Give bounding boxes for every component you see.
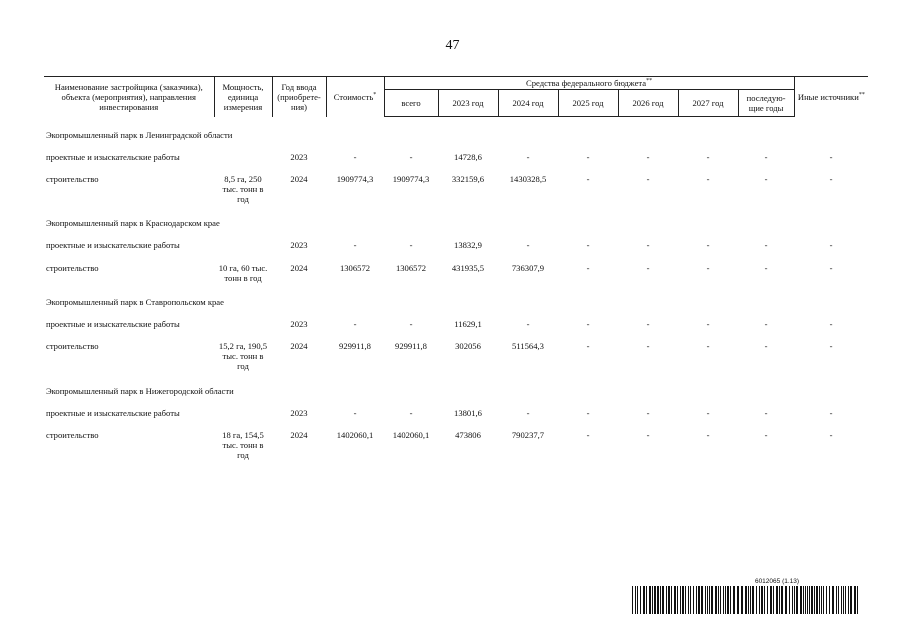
row-2023: 13801,6: [454, 407, 482, 418]
row-2026: -: [646, 407, 650, 418]
table-row: [44, 396, 868, 418]
row-cost: 929911,8: [339, 341, 371, 352]
row-other: -: [829, 319, 833, 330]
row-2024: -: [526, 319, 530, 330]
row-2023: 332159,6: [451, 173, 485, 184]
row-year: 2024: [290, 429, 308, 440]
table-row: [44, 329, 868, 371]
row-year: 2023: [290, 407, 308, 418]
row-capacity: 18 га, 154,5 тыс. тонн в год: [222, 429, 264, 461]
row-2027: -: [706, 262, 710, 273]
row-2027: -: [706, 173, 710, 184]
header-federal-2027: 2027 год: [678, 90, 738, 117]
row-year: 2024: [290, 173, 308, 184]
row-other: -: [829, 341, 833, 352]
row-2024: 511564,3: [512, 341, 544, 352]
row-other: -: [829, 240, 833, 251]
row-2025: -: [586, 173, 590, 184]
group-row: [44, 117, 868, 140]
row-2026: -: [646, 262, 650, 273]
row-year: 2024: [290, 262, 308, 273]
row-2024: 736307,9: [511, 262, 545, 273]
header-federal-budget: Средства федерального бюджета**: [384, 77, 794, 90]
row-2025: -: [586, 341, 590, 352]
row-2024: -: [526, 407, 530, 418]
table-row: [44, 418, 868, 460]
header-federal-2023: 2023 год: [438, 90, 498, 117]
header-federal-2025: 2025 год: [558, 90, 618, 117]
table-row: [44, 307, 868, 329]
row-2023: 302056: [455, 341, 481, 352]
row-total: -: [409, 151, 413, 162]
row-capacity: [214, 228, 272, 250]
row-2027: -: [706, 407, 710, 418]
row-2023: 14728,6: [454, 151, 482, 162]
group-title: Экопромышленный парк в Краснодарском крае: [46, 218, 220, 229]
row-2026: -: [646, 341, 650, 352]
row-total: -: [409, 240, 413, 251]
header-name: Наименование застройщика (заказчика), объекта (мероприятия), направления инвестирования: [44, 77, 214, 117]
row-2025: -: [586, 262, 590, 273]
barcode-block: [632, 578, 862, 614]
row-name: строительство: [46, 341, 99, 352]
group-row: [44, 372, 868, 396]
row-capacity: 10 га, 60 тыс. тонн в год: [218, 262, 268, 283]
row-2024: 1430328,5: [509, 173, 547, 184]
row-cost: -: [353, 319, 357, 330]
row-capacity: [214, 396, 272, 418]
row-cost: 1402060,1: [336, 429, 374, 440]
row-2027: -: [706, 151, 710, 162]
row-2027: -: [706, 319, 710, 330]
row-name: проектные и изыскательские работы: [46, 407, 180, 418]
group-row: [44, 204, 868, 228]
row-2027: -: [706, 429, 710, 440]
header-other-sources: Иные источники**: [794, 77, 868, 117]
row-2025: -: [586, 151, 590, 162]
header-year: Год ввода (приобрете-ния): [272, 77, 326, 117]
group-title: Экопромышленный парк в Нижегородской области: [46, 385, 234, 396]
barcode-icon: [632, 586, 862, 614]
row-cost: -: [353, 407, 357, 418]
row-2026: -: [646, 429, 650, 440]
row-other: -: [829, 262, 833, 273]
row-year: 2023: [290, 151, 308, 162]
table-header: [44, 77, 868, 117]
row-2024: -: [526, 240, 530, 251]
header-federal-later: последую-щие годы: [738, 90, 794, 117]
row-cost: -: [353, 240, 357, 251]
group-title: Экопромышленный парк в Ставропольском крае: [46, 296, 224, 307]
row-2023: 473806: [455, 429, 481, 440]
row-total: 1306572: [395, 262, 427, 273]
table-body: [44, 117, 868, 461]
row-other: -: [829, 429, 833, 440]
barcode-text: 6012065 (1.13): [754, 578, 800, 585]
row-later: -: [764, 429, 768, 440]
row-2027: -: [706, 341, 710, 352]
row-name: строительство: [46, 262, 99, 273]
row-2025: -: [586, 429, 590, 440]
row-total: -: [409, 407, 413, 418]
row-total: -: [409, 319, 413, 330]
row-2025: -: [586, 319, 590, 330]
header-federal-2026: 2026 год: [618, 90, 678, 117]
table-row: [44, 140, 868, 162]
row-later: -: [764, 262, 768, 273]
row-2026: -: [646, 240, 650, 251]
row-later: -: [764, 407, 768, 418]
group-title: Экопромышленный парк в Ленинградской области: [46, 129, 233, 140]
row-other: -: [829, 407, 833, 418]
page-number: 47: [445, 38, 460, 53]
row-total: 1909774,3: [392, 173, 430, 184]
row-2027: -: [706, 240, 710, 251]
row-2024: -: [526, 151, 530, 162]
row-cost: 1306572: [339, 262, 371, 273]
row-2026: -: [646, 319, 650, 330]
row-cost: -: [353, 151, 357, 162]
header-federal-total: всего: [384, 90, 438, 117]
group-row: [44, 283, 868, 307]
row-name: строительство: [46, 429, 99, 440]
row-capacity: 15,2 га, 190,5 тыс. тонн в год: [218, 341, 268, 372]
row-total: 929911,8: [395, 341, 427, 352]
row-name: строительство: [46, 173, 99, 184]
row-year: 2023: [290, 319, 308, 330]
row-later: -: [764, 341, 768, 352]
row-2024: 790237,7: [511, 429, 545, 440]
row-name: проектные и изыскательские работы: [46, 240, 180, 251]
row-2023: 431935,5: [451, 262, 485, 273]
row-later: -: [764, 173, 768, 184]
header-federal-2024: 2024 год: [498, 90, 558, 117]
row-capacity: 8,5 га, 250 тыс. тонн в год: [222, 173, 264, 205]
row-2026: -: [646, 151, 650, 162]
table-row: [44, 251, 868, 283]
row-other: -: [829, 173, 833, 184]
row-year: 2024: [290, 341, 308, 352]
row-name: проектные и изыскательские работы: [46, 151, 180, 162]
row-2025: -: [586, 407, 590, 418]
row-later: -: [764, 151, 768, 162]
row-cost: 1909774,3: [336, 173, 374, 184]
row-total: 1402060,1: [392, 429, 430, 440]
row-later: -: [764, 319, 768, 330]
table-row: [44, 162, 868, 204]
investment-table: [44, 76, 868, 460]
row-2023: 11629,1: [454, 319, 482, 330]
row-other: -: [829, 151, 833, 162]
table-row: [44, 228, 868, 250]
row-year: 2023: [290, 240, 308, 251]
row-capacity: [214, 307, 272, 329]
header-capacity: Мощность, единица измерения: [214, 77, 272, 117]
header-cost: Стоимость*: [326, 77, 384, 117]
row-2025: -: [586, 240, 590, 251]
row-name: проектные и изыскательские работы: [46, 319, 180, 330]
row-2023: 13832,9: [454, 240, 482, 251]
row-later: -: [764, 240, 768, 251]
row-capacity: [214, 140, 272, 162]
row-2026: -: [646, 173, 650, 184]
